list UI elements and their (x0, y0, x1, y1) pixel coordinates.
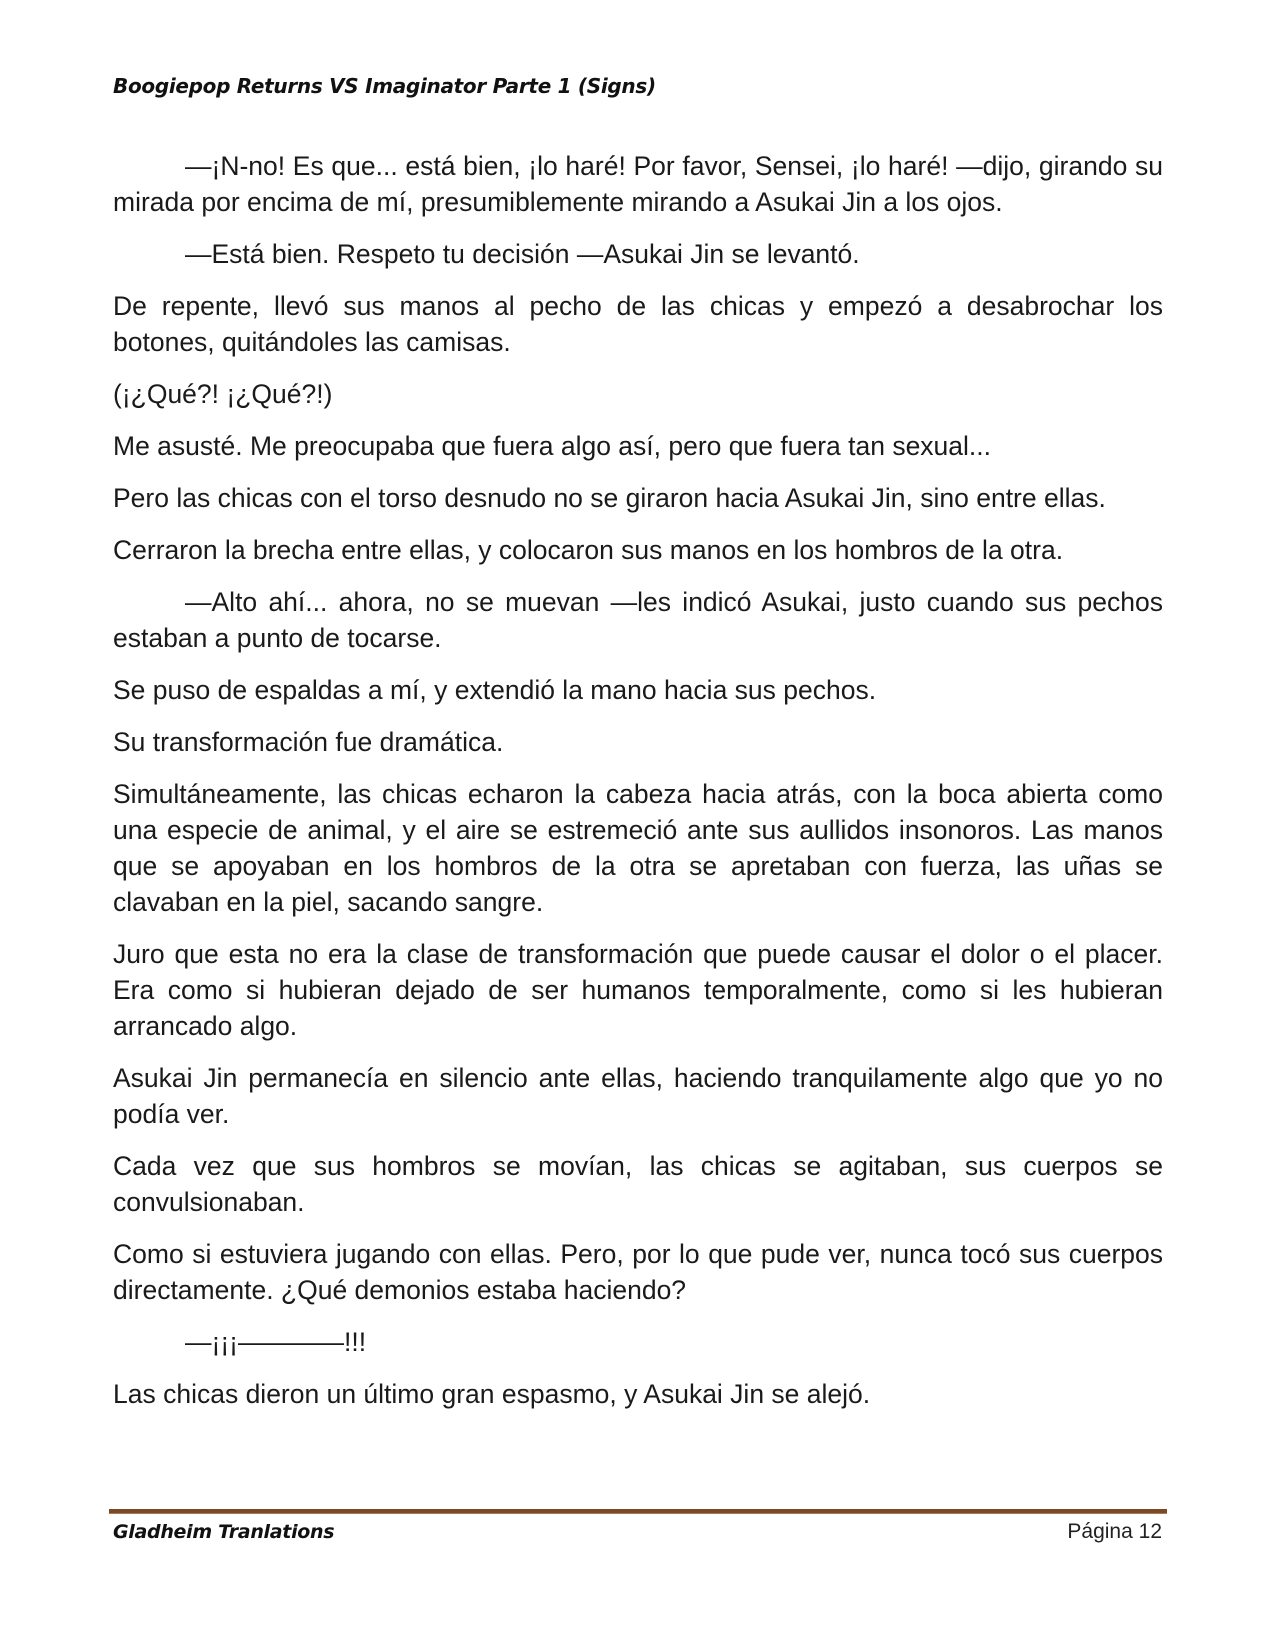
footer-divider (109, 1509, 1167, 1514)
footer-credit: Gladheim Tranlations (113, 1521, 335, 1543)
paragraph: Simultáneamente, las chicas echaron la cabeza hacia atrás, con la boca abierta como una especie de animal, y el aire se estremeció ante sus aullidos insonoros. Las manos que se apoyaban en los hombros de la otra se apretaban con fuerza, las uñas se clavaban en la piel, sacando sangre. (113, 779, 1163, 917)
paragraph: Pero las chicas con el torso desnudo no se giraron hacia Asukai Jin, sino entre ellas. (113, 483, 1106, 513)
paragraph: Su transformación fue dramática. (113, 727, 504, 757)
body-text (113, 148, 1163, 1428)
paragraph: Me asusté. Me preocupaba que fuera algo así, pero que fuera tan sexual... (113, 431, 992, 461)
paragraph: De repente, llevó sus manos al pecho de las chicas y empezó a desabrochar los botones, quitándoles las camisas. (113, 291, 1163, 357)
paragraph: Juro que esta no era la clase de transformación que puede causar el dolor o el placer. Era como si hubieran dejado de ser humanos temporalmente, como si les hubieran arrancado algo. (113, 939, 1163, 1041)
paragraph: —¡N-no! Es que... está bien, ¡lo haré! Por favor, Sensei, ¡lo haré! —dijo, girando su mirada por encima de mí, presumiblemente mirando a Asukai Jin a los ojos. (113, 151, 1163, 217)
paragraph: Asukai Jin permanecía en silencio ante ellas, haciendo tranquilamente algo que yo no podía ver. (113, 1063, 1163, 1129)
running-header: Boogiepop Returns VS Imaginator Parte 1 (Signs) (113, 74, 656, 98)
paragraph: Se puso de espaldas a mí, y extendió la mano hacia sus pechos. (113, 675, 877, 705)
page-label: Página (1067, 1520, 1133, 1543)
paragraph: (¡¿Qué?! ¡¿Qué?!) (113, 379, 333, 409)
paragraph: —Está bien. Respeto tu decisión —Asukai Jin se levantó. (185, 239, 860, 269)
page-number-value: 12 (1138, 1520, 1162, 1543)
page-number (1067, 1520, 1162, 1544)
paragraph: Como si estuviera jugando con ellas. Pero, por lo que pude ver, nunca tocó sus cuerpos directamente. ¿Qué demonios estaba haciendo? (113, 1239, 1163, 1305)
paragraph: Las chicas dieron un último gran espasmo, y Asukai Jin se alejó. (113, 1379, 871, 1409)
paragraph: Cerraron la brecha entre ellas, y colocaron sus manos en los hombros de la otra. (113, 535, 1064, 565)
paragraph: —Alto ahí... ahora, no se muevan —les indicó Asukai, justo cuando sus pechos estaban a punto de tocarse. (113, 587, 1163, 653)
paragraph: —¡¡¡————!!! (185, 1327, 367, 1357)
paragraph: Cada vez que sus hombros se movían, las chicas se agitaban, sus cuerpos se convulsionaban. (113, 1151, 1163, 1217)
